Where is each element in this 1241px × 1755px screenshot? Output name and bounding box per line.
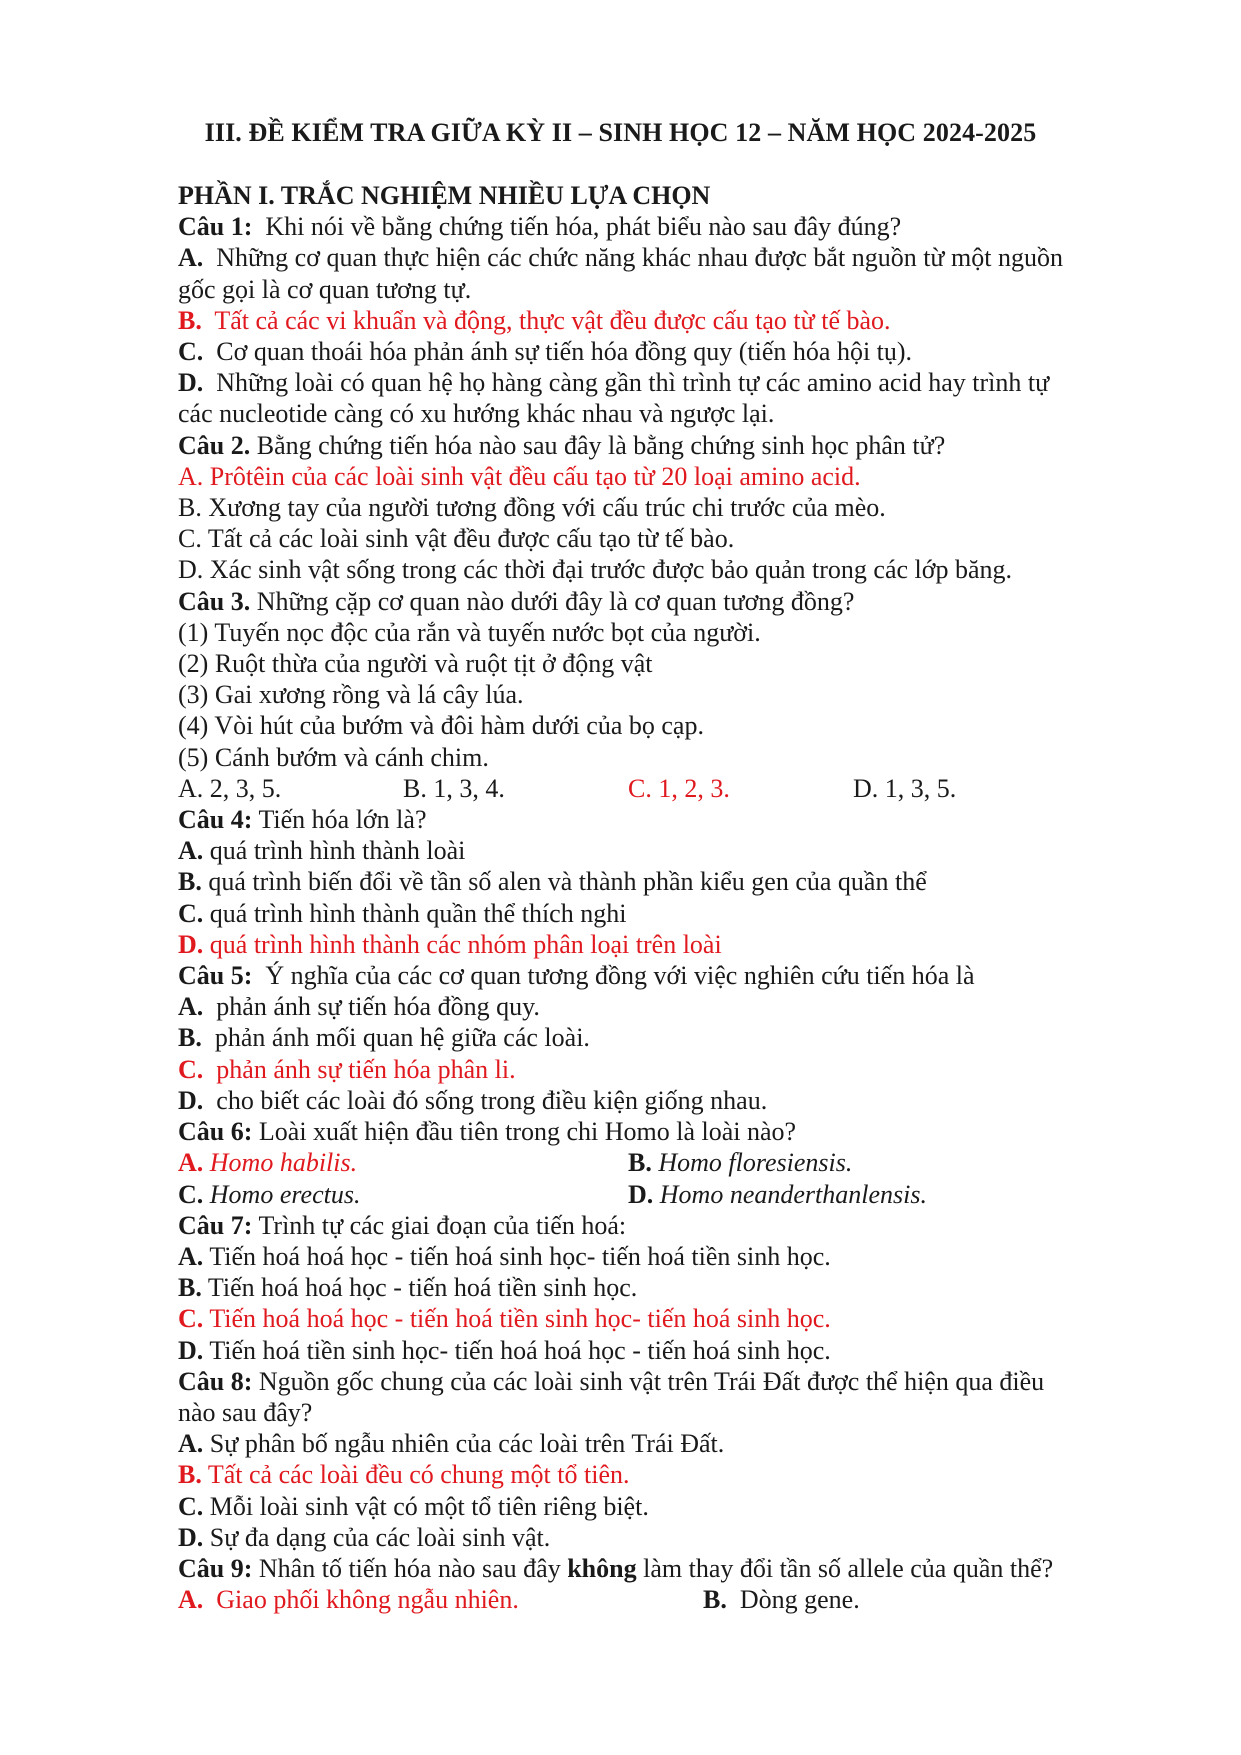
option-text: Tiến hoá hoá học - tiến hoá tiền sinh học- tiến hoá sinh học. bbox=[209, 1304, 831, 1334]
question-text: Nguồn gốc chung của các loài sinh vật trên Trái Đất được thể hiện qua điều bbox=[258, 1366, 1045, 1396]
q7-option-c-answer bbox=[178, 1303, 1108, 1334]
option-label: C. bbox=[178, 1054, 204, 1084]
option-text: Sự phân bố ngẫu nhiên của các loài trên Trái Đất. bbox=[209, 1429, 725, 1459]
q7-option-a bbox=[178, 1241, 1108, 1272]
option-label: A. bbox=[178, 836, 204, 866]
option-label: B. bbox=[178, 1460, 202, 1490]
q5-option-b bbox=[178, 1022, 1108, 1053]
q9-options-row bbox=[178, 1584, 1108, 1615]
question-text: Khi nói về bằng chứng tiến hóa, phát biểu nào sau đây đúng? bbox=[265, 212, 902, 242]
option-label: D. bbox=[178, 1085, 204, 1115]
option-label: C. bbox=[178, 1491, 204, 1521]
option-text: Dòng gene. bbox=[739, 1585, 860, 1615]
q3-option-a: A. 2, 3, 5. bbox=[178, 773, 282, 803]
option-text: quá trình hình thành loài bbox=[209, 836, 466, 866]
question-label: Câu 8: bbox=[178, 1366, 253, 1396]
q3-options-row bbox=[178, 773, 1108, 804]
option-text: phản ánh sự tiến hóa phân li. bbox=[216, 1054, 516, 1084]
question-2 bbox=[178, 430, 1108, 461]
q2-option-a-answer: A. Prôtêin của các loài sinh vật đều cấu tạo từ 20 loại amino acid. bbox=[178, 461, 861, 491]
option-label: B. bbox=[178, 867, 202, 897]
option-text: quá trình biến đổi về tần số alen và thành phần kiểu gen của quần thể bbox=[208, 867, 927, 897]
question-label: Câu 4: bbox=[178, 805, 253, 835]
q5-option-d bbox=[178, 1085, 1108, 1116]
q1-option-d bbox=[178, 367, 1108, 398]
question-label: Câu 6: bbox=[178, 1117, 253, 1147]
q1-option-d-cont: các nucleotide càng có xu hướng khác nhau và ngược lại. bbox=[178, 399, 775, 429]
question-7 bbox=[178, 1210, 1108, 1241]
option-text: Tiến hoá hoá học - tiến hoá tiền sinh học. bbox=[207, 1273, 638, 1303]
option-text: Tất cả các vi khuẩn và động, thực vật đều được cấu tạo từ tế bào. bbox=[214, 305, 891, 335]
q3-item-5: (5) Cánh bướm và cánh chim. bbox=[178, 742, 489, 772]
option-label: A. bbox=[178, 1429, 204, 1459]
q4-option-b bbox=[178, 866, 1108, 897]
q6-option-a-answer bbox=[178, 1147, 628, 1178]
option-text: Tất cả các loài đều có chung một tổ tiên. bbox=[207, 1460, 630, 1490]
q5-option-a bbox=[178, 991, 1108, 1022]
option-text: cho biết các loài đó sống trong điều kiện giống nhau. bbox=[216, 1085, 768, 1115]
option-label: B. bbox=[178, 1273, 202, 1303]
q3-option-b: B. 1, 3, 4. bbox=[403, 773, 505, 803]
option-label: B. bbox=[703, 1585, 727, 1615]
option-label: A. bbox=[178, 1241, 204, 1271]
question-label: Câu 1: bbox=[178, 212, 253, 242]
q3-item-4: (4) Vòi hút của bướm và đôi hàm dưới của bọ cạp. bbox=[178, 711, 704, 741]
page-title: III. ĐỀ KIỂM TRA GIỮA KỲ II – SINH HỌC 12 – NĂM HỌC 2024-2025 bbox=[204, 118, 1037, 147]
q4-option-c bbox=[178, 898, 1108, 929]
question-text: Nhân tố tiến hóa nào sau đây bbox=[258, 1553, 561, 1583]
question-1 bbox=[178, 211, 1108, 242]
option-label: B. bbox=[178, 1023, 202, 1053]
q8-option-b-answer bbox=[178, 1459, 1108, 1490]
question-text: Bằng chứng tiến hóa nào sau đây là bằng chứng sinh học phân tử? bbox=[256, 430, 946, 460]
option-label: A. bbox=[178, 1585, 204, 1615]
option-text: quá trình hình thành quần thể thích nghi bbox=[209, 898, 627, 928]
option-label: B. bbox=[628, 1148, 652, 1178]
q1-option-b-answer bbox=[178, 305, 1108, 336]
option-text: Cơ quan thoái hóa phản ánh sự tiến hóa đồng quy (tiến hóa hội tụ). bbox=[216, 337, 913, 367]
question-3 bbox=[178, 586, 1108, 617]
q6-options-row-2 bbox=[178, 1179, 1108, 1210]
question-text: Loài xuất hiện đầu tiên trong chi Homo là loài nào? bbox=[258, 1117, 797, 1147]
question-9 bbox=[178, 1553, 1108, 1584]
q1-option-a-cont: gốc gọi là cơ quan tương tự. bbox=[178, 274, 472, 304]
option-label: C. bbox=[178, 1304, 204, 1334]
q6-option-c bbox=[178, 1179, 628, 1210]
option-text: Homo floresiensis. bbox=[658, 1148, 853, 1178]
option-text: phản ánh sự tiến hóa đồng quy. bbox=[216, 992, 540, 1022]
option-label: C. bbox=[178, 1179, 204, 1209]
question-text: Những cặp cơ quan nào dưới đây là cơ quan tương đồng? bbox=[256, 586, 855, 616]
option-label: C. bbox=[178, 337, 204, 367]
q3-option-d: D. 1, 3, 5. bbox=[853, 773, 957, 803]
option-label: A. bbox=[178, 992, 204, 1022]
option-label: D. bbox=[178, 368, 204, 398]
option-text: Tiến hoá hoá học - tiến hoá sinh học- tiến hoá tiền sinh học. bbox=[209, 1241, 831, 1271]
question-text: Tiến hóa lớn là? bbox=[258, 805, 427, 835]
question-text: Ý nghĩa của các cơ quan tương đồng với việc nghiên cứu tiến hóa là bbox=[265, 961, 975, 991]
option-text: phản ánh mối quan hệ giữa các loài. bbox=[214, 1023, 590, 1053]
question-label: Câu 7: bbox=[178, 1210, 253, 1240]
option-text: Giao phối không ngẫu nhiên. bbox=[216, 1585, 519, 1615]
option-label: D. bbox=[178, 1335, 204, 1365]
q3-option-c-answer: C. 1, 2, 3. bbox=[628, 773, 730, 803]
question-5 bbox=[178, 960, 1108, 991]
q3-item-2: (2) Ruột thừa của người và ruột tịt ở động vật bbox=[178, 649, 653, 679]
exam-content bbox=[178, 180, 1108, 1615]
q6-options-row-1 bbox=[178, 1147, 1108, 1178]
option-text: Homo erectus. bbox=[209, 1179, 361, 1209]
option-text: Tiến hoá tiền sinh học- tiến hoá hoá học - tiến hoá sinh học. bbox=[209, 1335, 831, 1365]
section-heading: PHẦN I. TRẮC NGHIỆM NHIỀU LỰA CHỌN bbox=[178, 181, 711, 210]
question-4 bbox=[178, 804, 1108, 835]
question-label: Câu 2. bbox=[178, 430, 251, 460]
q1-option-c bbox=[178, 336, 1108, 367]
q6-option-d bbox=[628, 1179, 927, 1210]
option-label: A. bbox=[178, 243, 204, 273]
option-text: Mỗi loài sinh vật có một tổ tiên riêng biệt. bbox=[209, 1491, 649, 1521]
q6-option-b bbox=[628, 1147, 852, 1178]
question-8 bbox=[178, 1366, 1108, 1397]
question-text: Trình tự các giai đoạn của tiến hoá: bbox=[258, 1210, 627, 1240]
question-6 bbox=[178, 1116, 1108, 1147]
option-label: D. bbox=[628, 1179, 654, 1209]
question-label: Câu 9: bbox=[178, 1553, 253, 1583]
q9-option-b bbox=[703, 1584, 860, 1615]
option-label: C. bbox=[178, 898, 204, 928]
q3-item-1: (1) Tuyến nọc độc của rắn và tuyến nước bọt của người. bbox=[178, 617, 761, 647]
q8-option-d bbox=[178, 1522, 1108, 1553]
option-text: Những cơ quan thực hiện các chức năng khác nhau được bắt nguồn từ một nguồn bbox=[216, 243, 1063, 273]
q4-option-a bbox=[178, 835, 1108, 866]
question-emphasis: không bbox=[567, 1553, 637, 1583]
q7-option-d bbox=[178, 1335, 1108, 1366]
option-text: Homo habilis. bbox=[209, 1148, 358, 1178]
question-label: Câu 3. bbox=[178, 586, 251, 616]
option-label: A. bbox=[178, 1148, 204, 1178]
option-label: B. bbox=[178, 305, 202, 335]
option-label: D. bbox=[178, 929, 204, 959]
q9-option-a-answer bbox=[178, 1584, 703, 1615]
q2-option-b: B. Xương tay của người tương đồng với cấu trúc chi trước của mèo. bbox=[178, 493, 886, 523]
question-text-end: làm thay đổi tần số allele của quần thể? bbox=[643, 1553, 1054, 1583]
option-text: quá trình hình thành các nhóm phân loại trên loài bbox=[209, 929, 722, 959]
q1-option-a bbox=[178, 242, 1108, 273]
question-8-cont: nào sau đây? bbox=[178, 1397, 313, 1427]
q4-option-d-answer bbox=[178, 929, 1108, 960]
q8-option-a bbox=[178, 1428, 1108, 1459]
q3-item-3: (3) Gai xương rồng và lá cây lúa. bbox=[178, 680, 524, 710]
q2-option-c: C. Tất cả các loài sinh vật đều được cấu tạo từ tế bào. bbox=[178, 524, 735, 554]
option-label: D. bbox=[178, 1522, 204, 1552]
q7-option-b bbox=[178, 1272, 1108, 1303]
q8-option-c bbox=[178, 1491, 1108, 1522]
option-text: Sự đa dạng của các loài sinh vật. bbox=[209, 1522, 551, 1552]
q5-option-c-answer bbox=[178, 1054, 1108, 1085]
q2-option-d: D. Xác sinh vật sống trong các thời đại trước được bảo quản trong các lớp băng. bbox=[178, 555, 1013, 585]
option-text: Homo neanderthanlensis. bbox=[659, 1179, 927, 1209]
question-label: Câu 5: bbox=[178, 961, 253, 991]
option-text: Những loài có quan hệ họ hàng càng gần thì trình tự các amino acid hay trình tự bbox=[216, 368, 1050, 398]
